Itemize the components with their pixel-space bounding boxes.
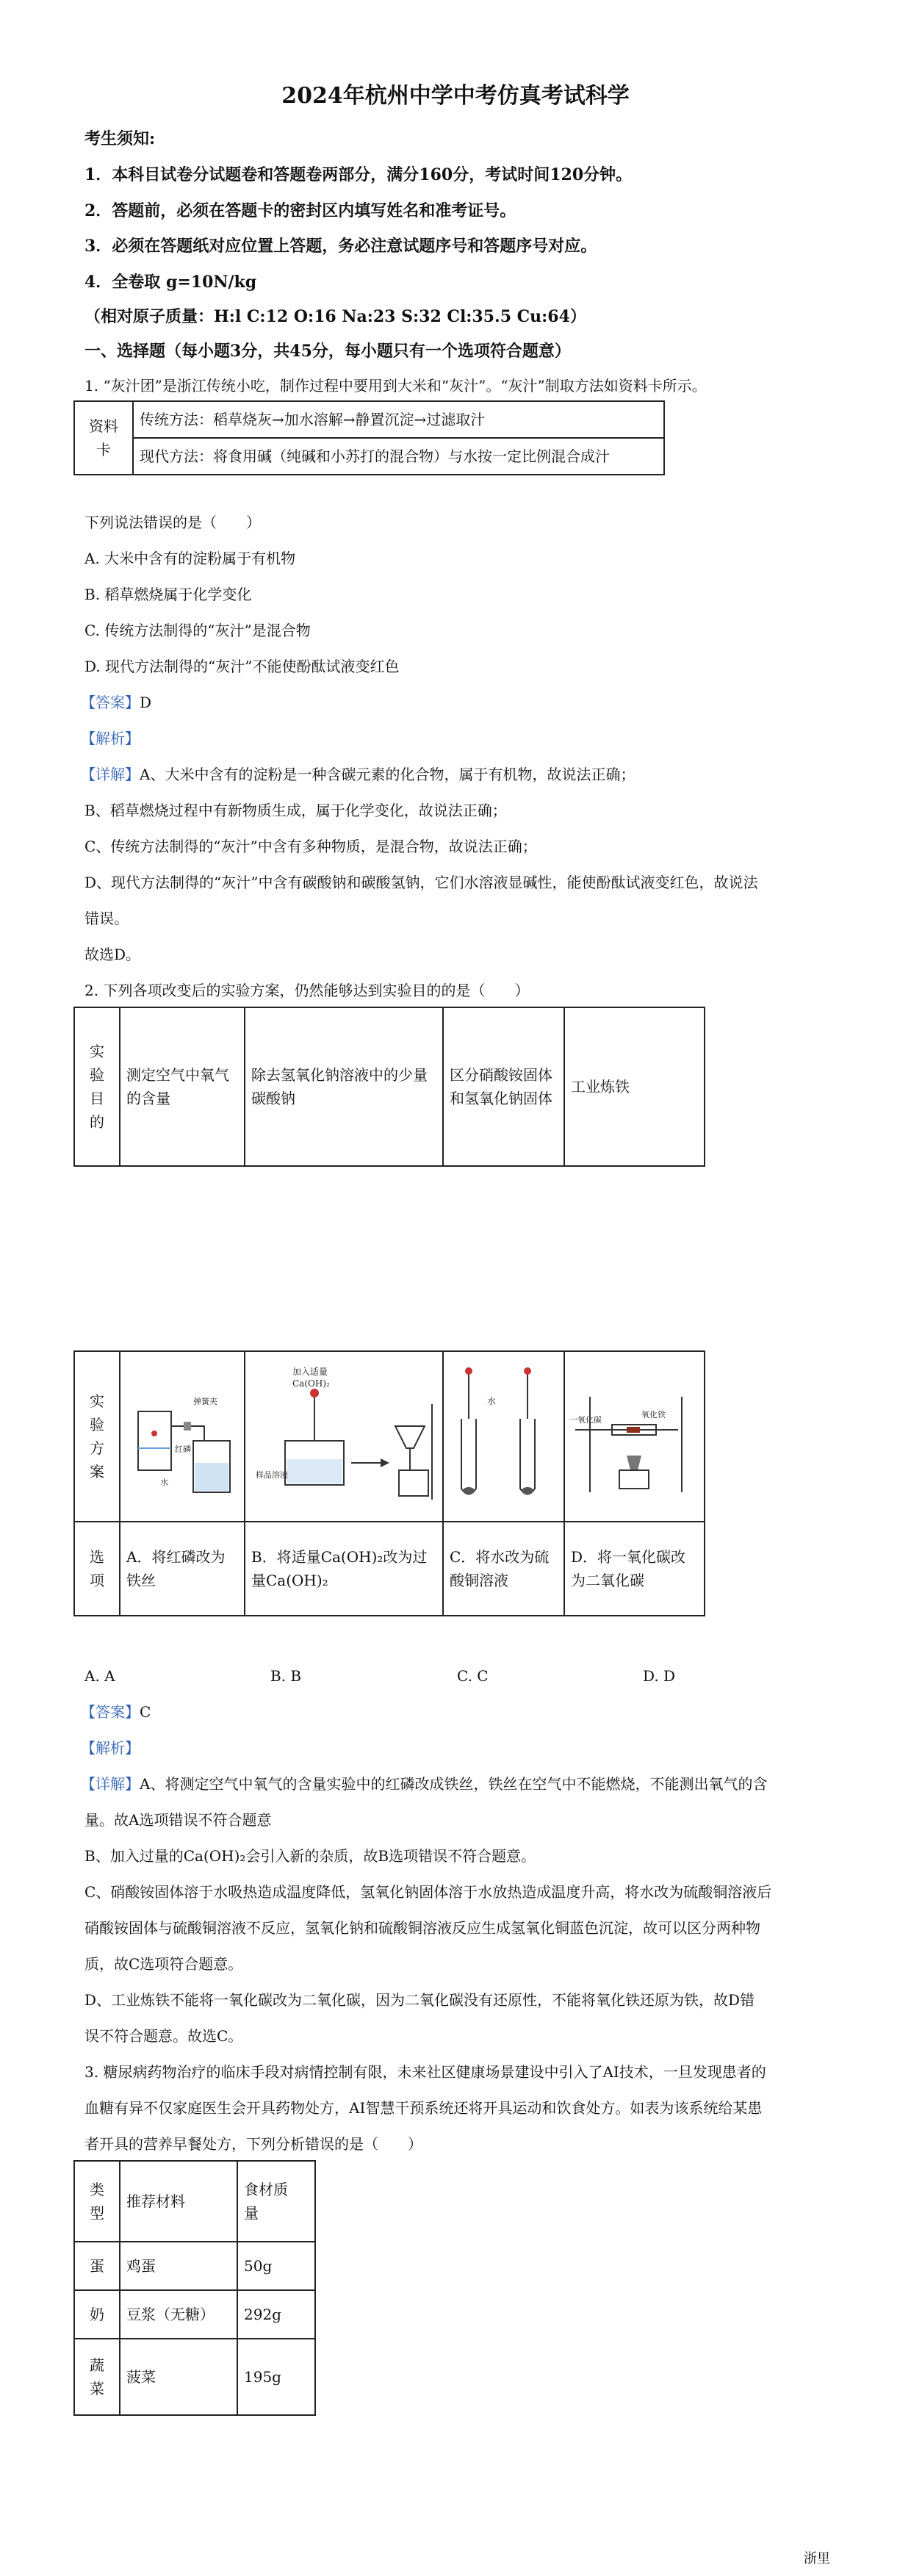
q1-detail-line: D、现代方法制得的“灰汁”中含有碳酸钠和碳酸氢钠，它们水溶液显碱性，能使酚酞试液变红色，故说法 <box>84 874 758 891</box>
q2-detail-line: D、工业炼铁不能将一氧化碳改为二氧化碳，因为二氧化碳没有还原性，不能将氧化铁还原为铁，故D错 <box>84 1991 755 2009</box>
svg-text:红磷: 红磷 <box>175 1444 191 1454</box>
row-amount: 195g <box>237 2339 315 2415</box>
plan-figure-d <box>564 1351 705 1522</box>
notice-heading: 考生须知: <box>84 129 156 148</box>
svg-text:水: 水 <box>160 1477 168 1487</box>
test-tubes-diagram <box>447 1360 561 1507</box>
plan-head: 实 验 方 案 <box>74 1351 120 1522</box>
card-label: 资料 卡 <box>74 401 133 475</box>
q2-detail-line: 【详解】A、将测定空气中氧气的含量实验中的红磷改成铁丝，铁丝在空气中不能燃烧，不能测出氧气的含 <box>81 1775 768 1793</box>
q2-purpose-table <box>73 1007 705 1167</box>
q2-detail-line: C、硝酸铵固体溶于水吸热造成温度降低，氢氧化钠固体溶于水放热造成温度升高，将水改为硫酸铜溶液后 <box>84 1883 772 1901</box>
svg-text:氧化铁: 氧化铁 <box>641 1409 666 1420</box>
row-type: 蛋 <box>74 2242 120 2290</box>
q1-detail-line: C、传统方法制得的“灰汁”中含有多种物质，是混合物，故说法正确； <box>84 838 537 855</box>
plan-option-c: C．将水改为硫酸铜溶液 <box>443 1522 564 1616</box>
plan-option-b: B．将适量Ca(OH)₂改为过量Ca(OH)₂ <box>245 1522 443 1616</box>
q2-detail-line: 量。故A选项错误不符合题意 <box>84 1811 272 1829</box>
q2-detail-line: 硝酸铵固体与硫酸铜溶液不反应，氢氧化钠和硫酸铜溶液反应生成氢氧化铜蓝色沉淀，故可以区分两种物 <box>84 1919 760 1937</box>
q2-choice-b: B. B <box>270 1667 302 1685</box>
header-amount: 食材质 量 <box>237 2161 315 2242</box>
row-type: 蔬 菜 <box>74 2339 120 2415</box>
q2-answer: 【答案】C <box>81 1703 151 1721</box>
q2-detail-line: B、加入过量的Ca(OH)₂会引入新的杂质，故B选项错误不符合题意。 <box>84 1847 536 1865</box>
q1-stem: 1. “灰汁团”是浙江传统小吃，制作过程中要用到大米和“灰汁”。“灰汁”制取方法如资料卡所示。 <box>84 377 707 395</box>
page-title: 2024年杭州中学中考仿真考试科学 <box>281 83 630 109</box>
q3-stem-line: 3. 糖尿病药物治疗的临床手段对病情控制有限，未来社区健康场景建设中引入了AI技术，一旦发现患者的 <box>84 2063 766 2081</box>
q2-stem: 2. 下列各项改变后的实验方案，仍然能够达到实验目的的是（ ） <box>84 982 530 999</box>
filtration-diagram <box>248 1360 439 1507</box>
notice-item: 1．本科目试卷分试题卷和答题卷两部分，满分160分，考试时间120分钟。 <box>84 165 633 184</box>
q1-ask: 下列说法错误的是（ ） <box>84 514 261 531</box>
q2-detail-line: 误不符合题意。故选C。 <box>84 2027 243 2045</box>
svg-text:加入适量: 加入适量 <box>292 1366 328 1377</box>
q1-detail-line: 错误。 <box>84 910 129 927</box>
plan-option-d: D．将一氧化碳改为二氧化碳 <box>564 1522 705 1616</box>
svg-text:Ca(OH)₂: Ca(OH)₂ <box>292 1378 330 1389</box>
notice-item: 3．必须在答题纸对应位置上答题，务必注意试题序号和答题序号对应。 <box>84 237 597 256</box>
purpose-cell-c: 区分硝酸铵固体和氢氧化钠固体 <box>443 1007 564 1166</box>
plan-option-a: A．将红磷改为铁丝 <box>120 1522 245 1616</box>
header-type: 类 型 <box>74 2161 120 2242</box>
q2-choice-c: C. C <box>457 1667 489 1685</box>
plan-figure-b <box>245 1351 443 1522</box>
notice-item: 4．全卷取 g=10N/kg <box>84 273 257 292</box>
purpose-cell-b: 除去氢氧化钠溶液中的少量碳酸钠 <box>245 1007 443 1166</box>
plan-figure-a <box>120 1351 245 1522</box>
plan-figure-c <box>443 1351 564 1522</box>
svg-text:弹簧夹: 弹簧夹 <box>193 1396 217 1406</box>
q1-detail-line: B、稻草燃烧过程中有新物质生成，属于化学变化，故说法正确； <box>84 802 507 819</box>
q1-data-card <box>73 400 665 475</box>
q1-detail-line: 故选D。 <box>84 946 141 963</box>
header-material: 推荐材料 <box>120 2161 237 2242</box>
option-head: 选 项 <box>74 1522 120 1616</box>
section-heading: 一、选择题（每小题3分，共45分，每小题只有一个选项符合题意） <box>84 342 571 361</box>
row-material: 菠菜 <box>120 2339 237 2415</box>
footer-watermark: 浙里 <box>804 2551 830 2566</box>
q1-option-d: D. 现代方法制得的“灰汁”不能使酚酞试液变红色 <box>84 658 400 675</box>
iron-smelting-diagram <box>568 1360 693 1507</box>
purpose-cell-a: 测定空气中氧气的含量 <box>120 1007 245 1166</box>
notice-item: （相对原子质量：H:l C:12 O:16 Na:23 S:32 Cl:35.5 Cu:64） <box>84 307 586 326</box>
row-amount: 292g <box>237 2290 315 2339</box>
q2-plan-table <box>73 1350 705 1616</box>
q3-stem-line: 者开具的营养早餐处方，下列分析错误的是（ ） <box>84 2135 422 2153</box>
card-row-modern: 现代方法：将食用碱（纯碱和小苏打的混合物）与水按一定比例混合成汁 <box>133 438 664 475</box>
q2-choice-a: A. A <box>84 1667 115 1685</box>
q2-analysis-tag: 【解析】 <box>81 1739 140 1757</box>
q3-breakfast-table <box>73 2160 316 2416</box>
oxygen-apparatus-diagram <box>123 1360 241 1507</box>
notice-item: 2．答题前，必须在答题卡的密封区内填写姓名和准考证号。 <box>84 201 516 220</box>
row-amount: 50g <box>237 2242 315 2290</box>
q2-detail-line: 质，故C选项符合题意。 <box>84 1955 243 1973</box>
q1-detail-line: 【详解】A、大米中含有的淀粉是一种含碳元素的化合物，属于有机物，故说法正确； <box>81 766 635 783</box>
q2-choice-d: D. D <box>643 1667 676 1685</box>
row-material: 鸡蛋 <box>120 2242 237 2290</box>
q1-answer: 【答案】D <box>81 694 152 711</box>
purpose-cell-d: 工业炼铁 <box>564 1007 705 1166</box>
svg-text:一氧化碳: 一氧化碳 <box>569 1414 602 1425</box>
svg-text:水: 水 <box>487 1395 497 1406</box>
purpose-head: 实 验 目 的 <box>74 1007 120 1166</box>
row-type: 奶 <box>74 2290 120 2339</box>
q1-analysis-tag: 【解析】 <box>81 730 140 747</box>
card-row-traditional: 传统方法：稻草烧灰→加水溶解→静置沉淀→过滤取汁 <box>133 401 664 438</box>
q1-option-c: C. 传统方法制得的“灰汁”是混合物 <box>84 622 311 639</box>
q1-option-b: B. 稻草燃烧属于化学变化 <box>84 586 252 603</box>
q1-option-a: A. 大米中含有的淀粉属于有机物 <box>84 550 296 567</box>
row-material: 豆浆（无糖） <box>120 2290 237 2339</box>
svg-text:样品溶液: 样品溶液 <box>256 1469 288 1480</box>
q3-stem-line: 血糖有异不仅家庭医生会开具药物处方，AI智慧干预系统还将开具运动和饮食处方。如表为该系统给某患 <box>84 2099 763 2117</box>
